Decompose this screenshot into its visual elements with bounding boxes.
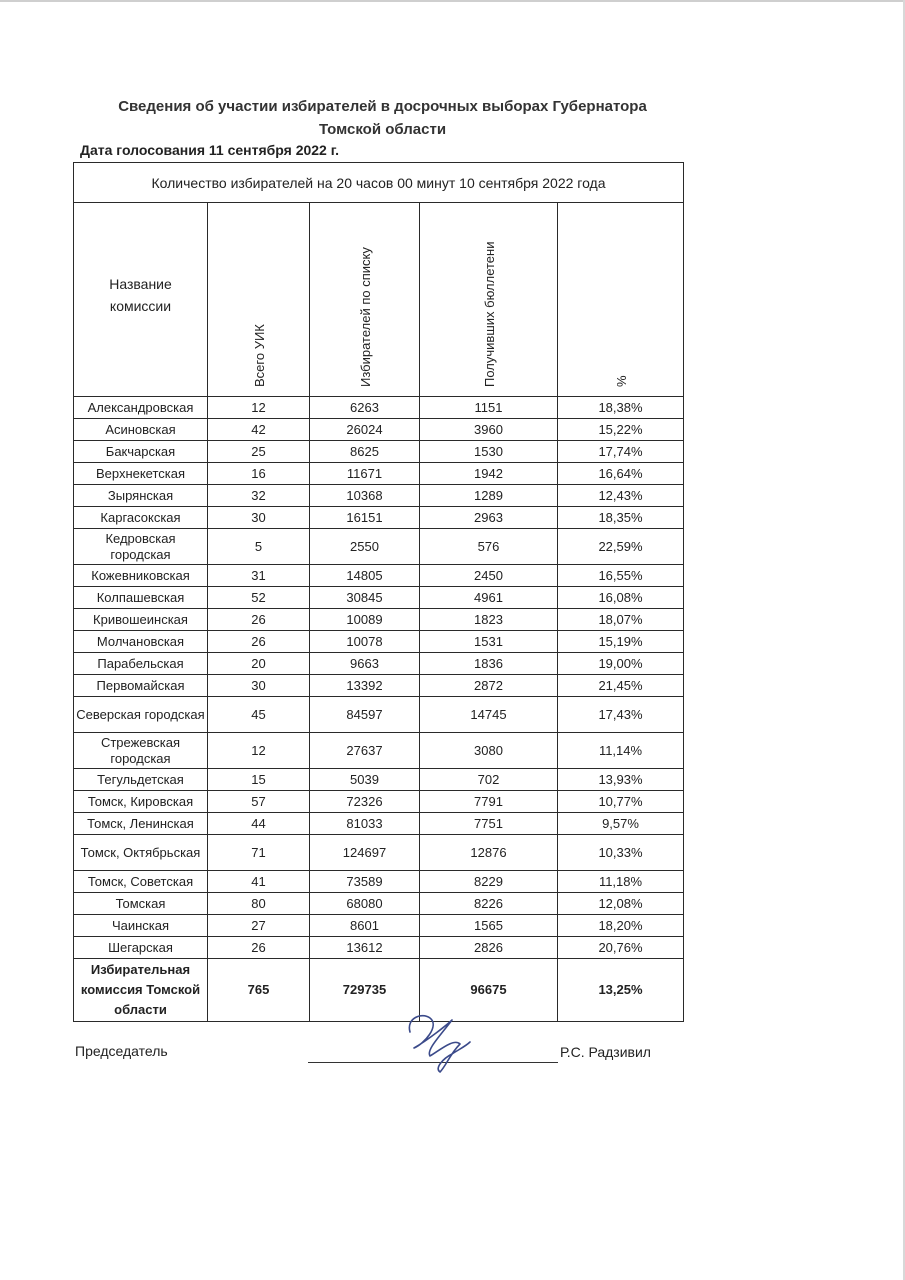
table-row [74,441,684,463]
voters-count: 11671 [310,463,420,485]
voters-count: 2550 [310,529,420,565]
turnout-percent: 15,22% [558,419,684,441]
turnout-percent: 17,74% [558,441,684,463]
table-row [74,397,684,419]
table-row [74,835,684,871]
turnout-percent: 21,45% [558,675,684,697]
ballots-count: 7791 [420,791,558,813]
voters-count: 84597 [310,697,420,733]
ballots-count: 576 [420,529,558,565]
commission-name: Северская городская [74,697,208,733]
ballots-count: 1289 [420,485,558,507]
voters-count: 13612 [310,937,420,959]
turnout-percent: 16,64% [558,463,684,485]
voters-count: 27637 [310,733,420,769]
commission-name: Шегарская [74,937,208,959]
table-row [74,587,684,609]
commission-name: Томск, Советская [74,871,208,893]
ballots-count: 3080 [420,733,558,769]
column-header-uik [208,203,310,397]
commission-name: Каргасокская [74,507,208,529]
turnout-percent: 11,14% [558,733,684,769]
title-line: Томской области [318,121,447,138]
commission-name: Кожевниковская [74,565,208,587]
commission-name: Зырянская [74,485,208,507]
uik-count: 27 [208,915,310,937]
uik-count: 12 [208,397,310,419]
table-row [74,791,684,813]
commission-name: Молчановская [74,631,208,653]
table-row [74,769,684,791]
commission-name: Асиновская [74,419,208,441]
turnout-percent: 20,76% [558,937,684,959]
turnout-percent: 12,08% [558,893,684,915]
table-row [74,653,684,675]
handwritten-signature [400,1010,480,1076]
commission-name: Кривошеинская [74,609,208,631]
uik-count: 15 [208,769,310,791]
table-row [74,507,684,529]
header-text: Название [109,275,172,292]
turnout-percent: 19,00% [558,653,684,675]
commission-name: Первомайская [74,675,208,697]
turnout-percent: 9,57% [558,813,684,835]
ballots-count: 1823 [420,609,558,631]
total-name-line: комиссия Томской [80,982,201,997]
voters-count: 10078 [310,631,420,653]
ballots-count: 12876 [420,835,558,871]
voters-count: 8601 [310,915,420,937]
commission-name: Томск, Ленинская [74,813,208,835]
commission-name: Колпашевская [74,587,208,609]
turnout-percent: 17,43% [558,697,684,733]
header-text: Избирателей по списку [357,247,373,387]
commission-name: Кедровская городская [74,529,208,565]
table-row [74,485,684,507]
total-turnout-percent: 13,25% [558,959,684,1022]
column-header-voters [310,203,420,397]
total-name-line: Избирательная [90,962,191,977]
commission-name: Томск, Октябрьская [74,835,208,871]
voters-count: 68080 [310,893,420,915]
uik-count: 41 [208,871,310,893]
uik-count: 5 [208,529,310,565]
turnout-percent: 10,77% [558,791,684,813]
ballots-count: 8226 [420,893,558,915]
page-edge [0,0,905,2]
document-title [60,95,705,141]
uik-count: 30 [208,675,310,697]
column-header-percent [558,203,684,397]
table-row [74,937,684,959]
column-header-ballots [420,203,558,397]
table-row [74,631,684,653]
voters-count: 73589 [310,871,420,893]
table-row [74,915,684,937]
ballots-count: 2963 [420,507,558,529]
ballots-count: 4961 [420,587,558,609]
turnout-percent: 22,59% [558,529,684,565]
commission-name: Парабельская [74,653,208,675]
total-uik-count: 765 [208,959,310,1022]
signature-block [75,1010,675,1080]
title-line: Сведения об участии избирателей в досрочных выборах Губернатора [118,98,647,115]
uik-count: 45 [208,697,310,733]
ballots-count: 1565 [420,915,558,937]
ballots-count: 7751 [420,813,558,835]
table-row [74,565,684,587]
total-name-line: области [114,1002,167,1017]
voters-count: 26024 [310,419,420,441]
turnout-percent: 18,20% [558,915,684,937]
commission-name: Тегульдетская [74,769,208,791]
ballots-count: 2872 [420,675,558,697]
table-row [74,609,684,631]
total-voters-count: 729735 [310,959,420,1022]
ballots-count: 8229 [420,871,558,893]
turnout-percent: 15,19% [558,631,684,653]
table-row [74,871,684,893]
ballots-count: 1151 [420,397,558,419]
column-header-name [74,203,208,397]
vote-date: Дата голосования 11 сентября 2022 г. [80,142,340,158]
commission-name: Александровская [74,397,208,419]
turnout-percent: 10,33% [558,835,684,871]
commission-name: Томская [74,893,208,915]
ballots-count: 14745 [420,697,558,733]
turnout-percent: 11,18% [558,871,684,893]
turnout-percent: 16,55% [558,565,684,587]
uik-count: 44 [208,813,310,835]
table-row [74,893,684,915]
header-text: комиссии [109,297,172,314]
commission-name: Бакчарская [74,441,208,463]
uik-count: 20 [208,653,310,675]
uik-count: 42 [208,419,310,441]
commission-name: Верхнекетская [74,463,208,485]
ballots-count: 2826 [420,937,558,959]
uik-count: 52 [208,587,310,609]
header-text: Всего УИК [251,324,267,387]
turnout-table [73,162,684,1022]
turnout-percent: 18,38% [558,397,684,419]
turnout-percent: 13,93% [558,769,684,791]
voters-count: 81033 [310,813,420,835]
chairman-label: Председатель [75,1043,168,1059]
uik-count: 16 [208,463,310,485]
ballots-count: 702 [420,769,558,791]
uik-count: 26 [208,609,310,631]
uik-count: 71 [208,835,310,871]
voters-count: 16151 [310,507,420,529]
header-text: Получивших бюллетени [481,241,497,387]
commission-name: Стрежевская городская [74,733,208,769]
uik-count: 26 [208,937,310,959]
turnout-percent: 16,08% [558,587,684,609]
uik-count: 31 [208,565,310,587]
commission-name: Томск, Кировская [74,791,208,813]
voters-count: 9663 [310,653,420,675]
ballots-count: 3960 [420,419,558,441]
turnout-percent: 18,07% [558,609,684,631]
uik-count: 30 [208,507,310,529]
table-row [74,419,684,441]
commission-name: Чаинская [74,915,208,937]
table-row [74,675,684,697]
chairman-name: Р.С. Радзивил [560,1044,651,1060]
uik-count: 25 [208,441,310,463]
voters-count: 124697 [310,835,420,871]
voters-count: 14805 [310,565,420,587]
uik-count: 32 [208,485,310,507]
header-text: % [613,375,629,387]
ballots-count: 2450 [420,565,558,587]
table-row [74,813,684,835]
total-ballots-count: 96675 [420,959,558,1022]
ballots-count: 1531 [420,631,558,653]
voters-count: 72326 [310,791,420,813]
voters-count: 10368 [310,485,420,507]
voters-count: 5039 [310,769,420,791]
ballots-count: 1836 [420,653,558,675]
period-header: Количество избирателей на 20 часов 00 минут 10 сентября 2022 года [74,163,684,203]
ballots-count: 1942 [420,463,558,485]
uik-count: 57 [208,791,310,813]
uik-count: 26 [208,631,310,653]
ballots-count: 1530 [420,441,558,463]
voters-count: 13392 [310,675,420,697]
voters-count: 10089 [310,609,420,631]
uik-count: 80 [208,893,310,915]
voters-count: 30845 [310,587,420,609]
voters-count: 6263 [310,397,420,419]
table-row [74,733,684,769]
table-row [74,697,684,733]
uik-count: 12 [208,733,310,769]
voters-count: 8625 [310,441,420,463]
turnout-percent: 12,43% [558,485,684,507]
turnout-percent: 18,35% [558,507,684,529]
table-row [74,529,684,565]
table-row [74,463,684,485]
